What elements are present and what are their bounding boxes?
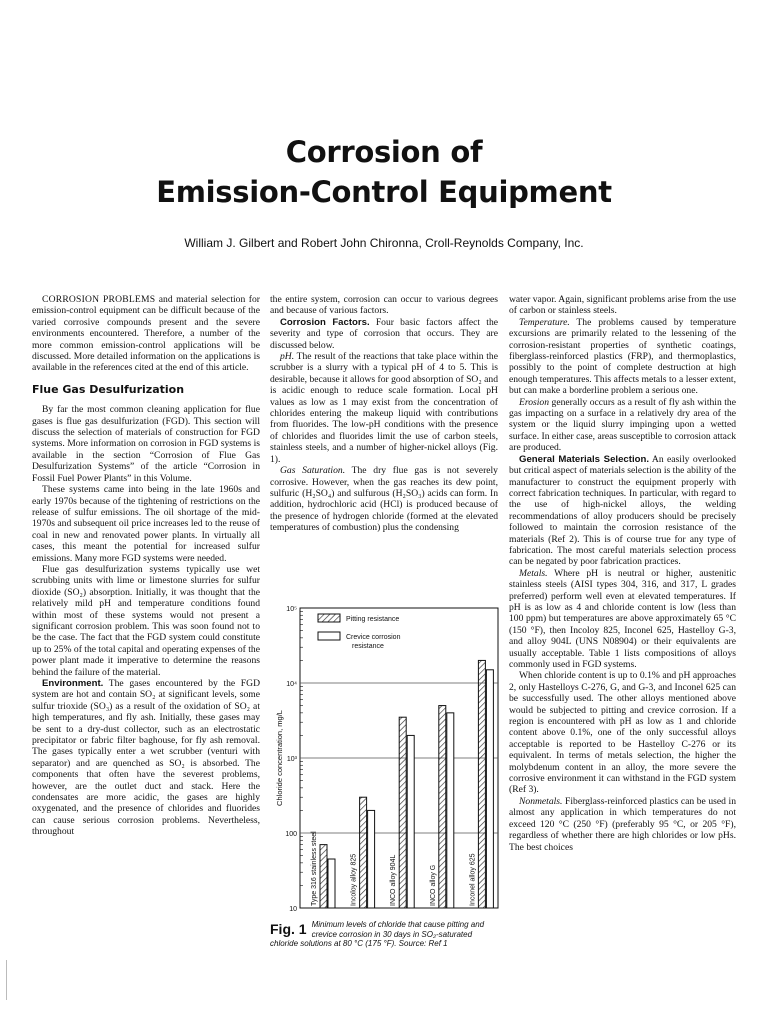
legend-swatch-pitting [318,614,340,622]
crevice-bar [447,713,454,908]
page-edge-mark [6,960,7,1000]
byline: William J. Gilbert and Robert John Chironna, Croll-Reynolds Company, Inc. [184,236,584,250]
paragraph-materials-selection [509,454,736,568]
y-tick-label: 10⁴ [286,681,297,688]
pitting-bar [360,797,367,908]
figure-1-chart [270,600,502,916]
paragraph: the entire system, corrosion can occur to various degrees and because of various factors. [270,294,498,317]
paragraph-corrosion-factors [270,317,498,351]
paragraph-metals [509,568,736,671]
pitting-bar [478,660,485,908]
paragraph-text: The problems caused by temperature excursions are primarily related to the lessening of the corrosion-resistant properties of synthetic coatings, fiberglass-reinforced plastics (FRP), and thermoplastics, possibly to the point of complete destruction at high enough temperatures. This affects metals to a lesser extent, but can make a borderline problem a serious one. [509,316,736,397]
title-line-1: Corrosion of [285,135,483,169]
crevice-bar [407,735,414,908]
run-in-head: Metals. [519,567,548,579]
category-label: Type 316 stainless steel [311,831,318,906]
caption-text: Minimum levels of chloride that cause pitting and crevice corrosion in 30 days in SO₂-saturated chloride solutions at 80 °C (175 °F). Source: Ref 1 [270,920,485,948]
paragraph-environment [32,678,260,838]
intro-lead: CORROSION PROBLEMS [42,294,156,305]
run-in-head: Erosion [519,396,550,408]
pitting-bar [439,706,446,908]
title-line-2: Emission-Control Equipment [156,175,612,209]
paragraph: By far the most common cleaning application for flue gases is flue gas desulfurization (FGD). This section will discuss the selection of materials of construction for FGD systems. More information on corrosion in FGD systems is available in the section “Corrosion of Flue Gas Desulfurization Systems” of the article “Corrosion in Fossil Fuel Power Plants” in this Volume. [32,404,260,484]
paragraph-erosion [509,397,736,454]
section-heading-fgd: Flue Gas Desulfurization [32,382,185,396]
figure-caption [270,920,502,949]
legend-label-crevice: Crevice corrosion resistance [346,634,401,650]
paragraph-nonmetals [509,796,736,853]
run-in-head: Environment. [42,678,104,689]
paragraph-ph [270,351,498,465]
paragraph: Flue gas desulfurization systems typically use wet scrubbing units with lime or limestone slurries for sulfur dioxide (SO₂) absorption. Initially, it was thought that the relatively mild pH and temperature conditions found within most of these systems would not present a significant corrosion problem. This was soon found not to be the case. The fact that the FGD system could constitute up to 25% of the total capital and operating expenses of the power plant made it imperative to determine the reasons behind the failure of the material. [32,563,260,678]
paragraph-text: generally occurs as a result of fly ash within the gas impacting on a surface in a relatively dry area of the system or the liquid slurry impinging upon a wetted surface. In either case, areas susceptible to corrosion attack are produced. [509,396,736,454]
run-in-head: General Materials Selection. [519,453,650,465]
legend-label-pitting: Pitting resistance [346,616,400,623]
run-in-head: Gas Saturation. [280,465,346,477]
y-tick-label: 100 [285,831,297,838]
run-in-head: Temperature. [519,316,570,328]
paragraph-text: Fiberglass-reinforced plastics can be used in almost any application in which temperatures do not exceed 120 °C (250 °F) (preferably 95 °C, or 205 °F), regardless of whether there are high chlorides or low pHs. The best choices [509,795,736,853]
legend-swatch-crevice [318,632,340,640]
category-label: Inconel alloy 625 [469,853,477,906]
column-2 [270,294,498,534]
pitting-bar [320,845,327,908]
intro-paragraph [32,294,260,374]
crevice-bar [368,810,375,908]
y-tick-label: 10⁵ [286,606,297,613]
paragraph: When chloride content is up to 0.1% and pH approaches 2, only Hastelloys C-276, G, and G-3, and Inconel 625 can be successfully used. The other alloys mentioned above would be subjected to pitting and crevice corrosion. If a region is encountered with pH as low as 1 and chloride content above 0.1%, one of the only successful alloys acceptable is reported to be Hastelloy C-276 or its equivalent. In terms of metals selection, the higher the molybdenum content in an alloy, the more severe the corrosive environment it can withstand in the FGD system (Ref 3). [509,670,736,796]
paragraph-text: Where pH is neutral or higher, austenitic stainless steels (AISI types 304, 316, and 317, L grades preferred) perform well even at elevated temperatures. If pH is as low as 4 and chloride content is low (less than 100 ppm) but temperatures are above approximately 65 °C (150 °F), then Incoloy 825, Inconel 625, Hastelloy G-3, and alloy 904L (UNS N08904) or their equivalents are usually acceptable. Table 1 lists compositions of alloys commonly used in FGD systems. [509,567,736,670]
y-tick-label: 10 [289,906,297,913]
intro-text: and material selection for emission-control equipment can be difficult because of the varied corrosive compounds present and the severe environments encountered. Therefore, a number of the more common emission-control applications will be discussed. More detailed information on the applications is available in the references cited at the end of this article. [32,294,260,374]
paragraph-temperature [509,317,736,397]
column-3 [509,294,736,853]
crevice-bar [328,859,335,908]
y-tick-label: 10³ [286,756,297,763]
paragraph-text: The dry flue gas is not severely corrosive. However, when the gas reaches its dew point, sulfuric (H₂SO₄) and sulfurous (H₂SO₃) acids can form. In addition, hydrochloric acid (HCl) is produced because of the presence of hydrogen chloride (formed at the elevated temperatures of combustion) plus the condensing [270,465,498,534]
figure-label: Fig. 1 [270,921,307,937]
category-label: Incoloy alloy 825 [350,853,358,906]
run-in-head: pH. [280,351,295,363]
crevice-bar [486,670,493,908]
paragraph-text: The result of the reactions that take place within the scrubber is a slurry with a typical pH of 4 to 5. This is desirable, because it allows for good absorption of SO₂ and is acidic enough to reduce scale formation. Local pH values as low as 1 may exist from the concentration of chlorides entering the makeup liquid with contributions from fluorides. The low-pH conditions with the presence of chlorides and fluorides limit the use of carbon steels, stainless steels, and a number of higher-nickel alloys (Fig. 1). [270,351,498,465]
paragraph-text: Four basic factors affect the severity and type of corrosion that occurs. They are discussed below. [270,316,498,351]
paragraph-text: The gases encountered by the FGD system are hot and contain SO₂ at significant levels, some sulfur trioxide (SO₃) as a result of the oxidation of SO₂ at high temperatures, and fly ash. Initially, these gases may be sent to a dry-dust collector, such as an electrostatic precipitator or fabric filter baghouse, for fly ash removal. The gases typically enter a wet scrubber (venturi with separator) and are quenched as SO₂ is absorbed. The components that often have the severest problems, however, are the outlet duct and stack. Here the condensates are more acidic, the gases are highly oxygenated, and the presence of chlorides and fluorides can cause serious corrosion problems. Nevertheless, throughout [32,678,260,838]
column-1 [32,294,260,838]
category-label: INCO alloy G [429,864,437,906]
pitting-bar [399,717,406,908]
run-in-head: Corrosion Factors. [280,316,370,328]
paragraph: water vapor. Again, significant problems arise from the use of carbon or stainless steels. [509,294,736,317]
category-label: INCO alloy 904L [390,854,398,906]
article-title [0,132,768,212]
paragraph: These systems came into being in the late 1960s and early 1970s because of the tightening of restrictions on the release of sulfur emissions. The oil shortage of the mid-1970s and subsequent oil price increases led to the reuse of coal in new and renovated power plants. In virtually all cases, this meant the potential for increased sulfur emissions. Many more FGD systems were needed. [32,484,260,564]
paragraph-text: An easily overlooked but critical aspect of materials selection is the ability of the manufacturer to construct the equipment properly with correct fabrication techniques. In particular, with regard to the use of high-nickel alloys, the welding recommendations of alloy producers should be precisely followed to maintain the corrosion resistance of the materials (Ref 2). This is of course true for any type of fabrication. The most careful materials selection process can be negated by poor fabrication practices. [509,453,736,568]
y-axis-label: Chloride concentration, mg/L [275,710,284,806]
run-in-head: Nonmetals. [519,795,563,807]
paragraph-gas-saturation [270,465,498,533]
